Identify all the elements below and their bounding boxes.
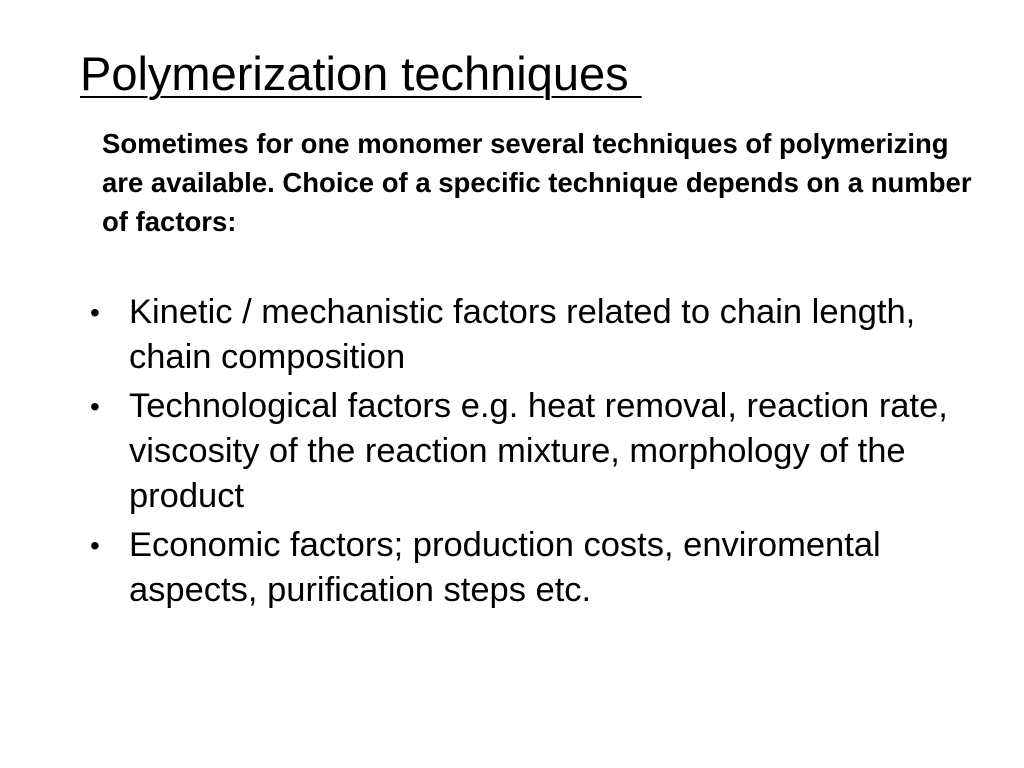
bullet-item: [90, 523, 990, 613]
bullet-text: Kinetic / mechanistic factors related to chain length, chain composition: [129, 293, 916, 376]
bullet-text: Economic factors; production costs, enviromental aspects, purification steps etc.: [129, 526, 881, 609]
bullet-marker: •: [90, 530, 100, 561]
intro-paragraph: Sometimes for one monomer several techniques of polymerizing are available. Choice of a specific technique depends on a number of factors:: [102, 128, 972, 237]
bullet-list: [90, 290, 990, 613]
bullet-text: Technological factors e.g. heat removal, reaction rate, viscosity of the reaction mixture, morphology of the product: [129, 387, 948, 515]
slide-title: Polymerization techniques: [80, 47, 642, 100]
bullet-item: [90, 290, 990, 380]
bullet-item: [90, 384, 990, 519]
bullet-marker: •: [90, 297, 100, 328]
bullet-marker: •: [90, 391, 100, 422]
